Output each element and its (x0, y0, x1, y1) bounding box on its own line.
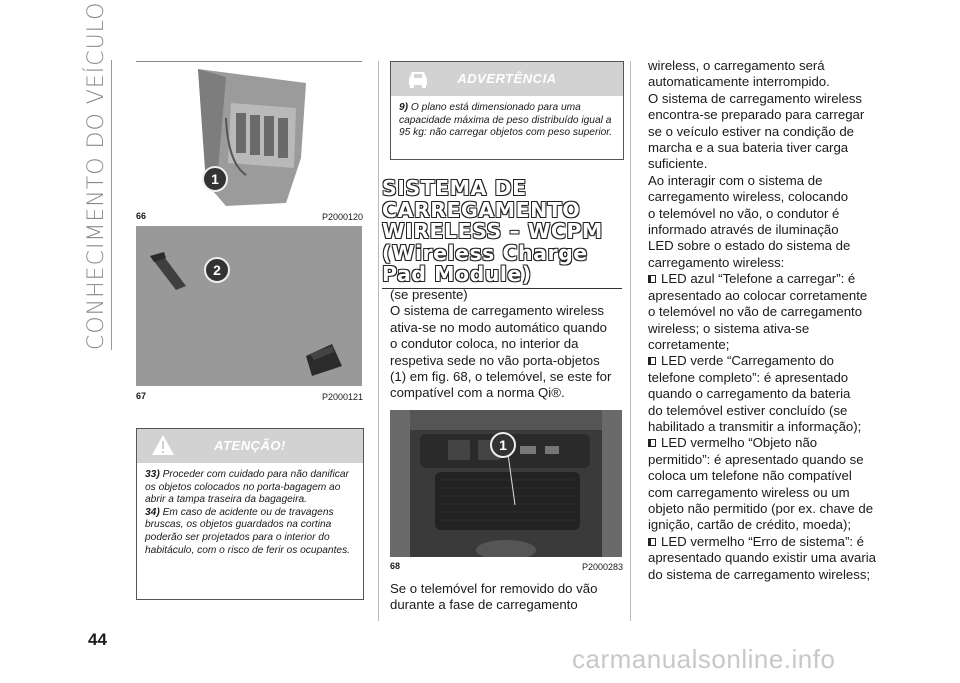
figure-66-photo (136, 63, 362, 206)
body-line: do sistema de carregamento wireless; (648, 566, 871, 582)
attention-box (136, 428, 364, 600)
body-line: encontra-se preparado para carregar (648, 107, 865, 123)
section-after-figure: Se o telemóvel for removido do vão durante a fase de carregamento (390, 581, 598, 613)
body-line: ignição, cartão de crédito, moeda); (648, 517, 852, 533)
body-line: o telemóvel no vão de carregamento (648, 304, 863, 320)
warning-title: ADVERTÊNCIA (457, 71, 557, 86)
body-line: wireless; o sistema ativa-se (648, 320, 810, 336)
led-status-line: LED verde “Carregamento do (648, 353, 878, 369)
body-line: LED sobre o estado do sistema de (648, 238, 851, 254)
body-line: carregamento wireless, colocando (648, 189, 849, 205)
figure-67-label: 67 (136, 391, 147, 401)
trunk-floor-illustration (136, 226, 362, 386)
warning-box-header (391, 62, 623, 96)
figure-68-code: P2000283 (582, 562, 624, 572)
section-intro: (se presente) O sistema de carregamento wireless ativa-se no modo automático quando o condutor coloca, no interior da respetiva sede no vão porta-objetos (1) em fig. 68, o telemóvel, se este for compatível com a norma Qi®. (390, 287, 612, 401)
body-line: Ao interagir com o sistema de (648, 172, 823, 188)
figure-66-label: 66 (136, 211, 147, 221)
body-line: automaticamente interrompido. (648, 74, 830, 90)
body-line: o telemóvel no vão, o condutor é (648, 205, 840, 221)
attention-item: 33) Proceder com cuidado para não danificar os objetos colocados no porta-bagagem ao abrir a tampa traseira da bagageira. (145, 469, 349, 506)
body-line: wireless, o carregamento será (648, 58, 825, 73)
body-line: apresentado ao colocar corretamente (648, 287, 868, 303)
page-number: 44 (88, 630, 107, 649)
figure-67-callout: 2 (204, 257, 230, 283)
body-line: suficiente. (648, 156, 708, 172)
bullet-icon (648, 357, 656, 365)
bullet-icon (648, 275, 656, 283)
attention-title: ATENÇÃO! (214, 438, 286, 453)
bullet-icon (648, 439, 656, 447)
body-line: telefone completo”: é apresentado (648, 369, 849, 385)
led-status-line: LED vermelho “Erro de sistema”: é (648, 534, 878, 550)
footer-watermark: carmanualsonline.info (572, 644, 836, 674)
attention-item: 34) Em caso de acidente ou de travagens bruscas, os objetos guardados na cortina poderão ser projetados para o interior do habitáculo, com o risco de ferir os ocupantes. (145, 506, 350, 556)
figure-66-callout: 1 (202, 166, 228, 192)
figure-67-photo (136, 226, 362, 386)
body-line: com carregamento wireless ou um (648, 484, 850, 500)
body-line: marcha e a sua bateria tiver carga (648, 140, 849, 156)
body-line: habilitado a transmitir a informação); (648, 418, 862, 434)
body-line: O sistema de carregamento wireless (648, 90, 863, 106)
body-line: apresentado quando existir uma avaria (648, 550, 876, 566)
column-divider (378, 61, 379, 621)
body-line: objeto não permitido (por ex. chave de (648, 500, 874, 516)
body-line: quando o carregamento da bateria (648, 386, 851, 402)
figure-66-code: P2000120 (322, 212, 364, 222)
top-rule-col1 (136, 61, 362, 62)
body-line: coloca um telefone não compatível (648, 468, 852, 484)
attention-body (137, 463, 363, 561)
column3-text (648, 58, 878, 583)
body-line: permitido”: é apresentado quando se (648, 451, 864, 467)
body-line: corretamente; (648, 336, 730, 352)
figure-68-label: 68 (390, 561, 401, 571)
body-line: informado através de iluminação (648, 222, 839, 238)
warning-body (391, 96, 623, 144)
side-divider (111, 60, 112, 350)
warning-item: 9) O plano está dimensionado para uma capacidade máxima de peso distribuído igual a 95 kg: não carregar objetos com peso superior. (399, 102, 613, 139)
body-line: se o veículo estiver na condição de (648, 123, 854, 139)
body-line: do telemóvel estiver concluído (se (648, 402, 848, 418)
figure-68-photo (390, 410, 622, 557)
attention-box-header (137, 429, 363, 463)
figure-68-callout: 1 (490, 432, 516, 458)
section-side-title: CONHECIMENTO DO VEÍCULO (84, 1, 109, 350)
bullet-icon (648, 538, 656, 546)
section-heading: SISTEMA DE CARREGAMENTO WIRELESS – WCPM (Wireless Charge Pad Module) (382, 176, 603, 286)
warning-box (390, 61, 624, 160)
led-status-line: LED vermelho “Objeto não (648, 435, 878, 451)
body-line: carregamento wireless: (648, 254, 785, 270)
trunk-cover-illustration (136, 63, 362, 206)
figure-67-code: P2000121 (322, 392, 364, 402)
led-status-line: LED azul “Telefone a carregar”: é (648, 271, 878, 287)
column-divider (630, 61, 631, 621)
